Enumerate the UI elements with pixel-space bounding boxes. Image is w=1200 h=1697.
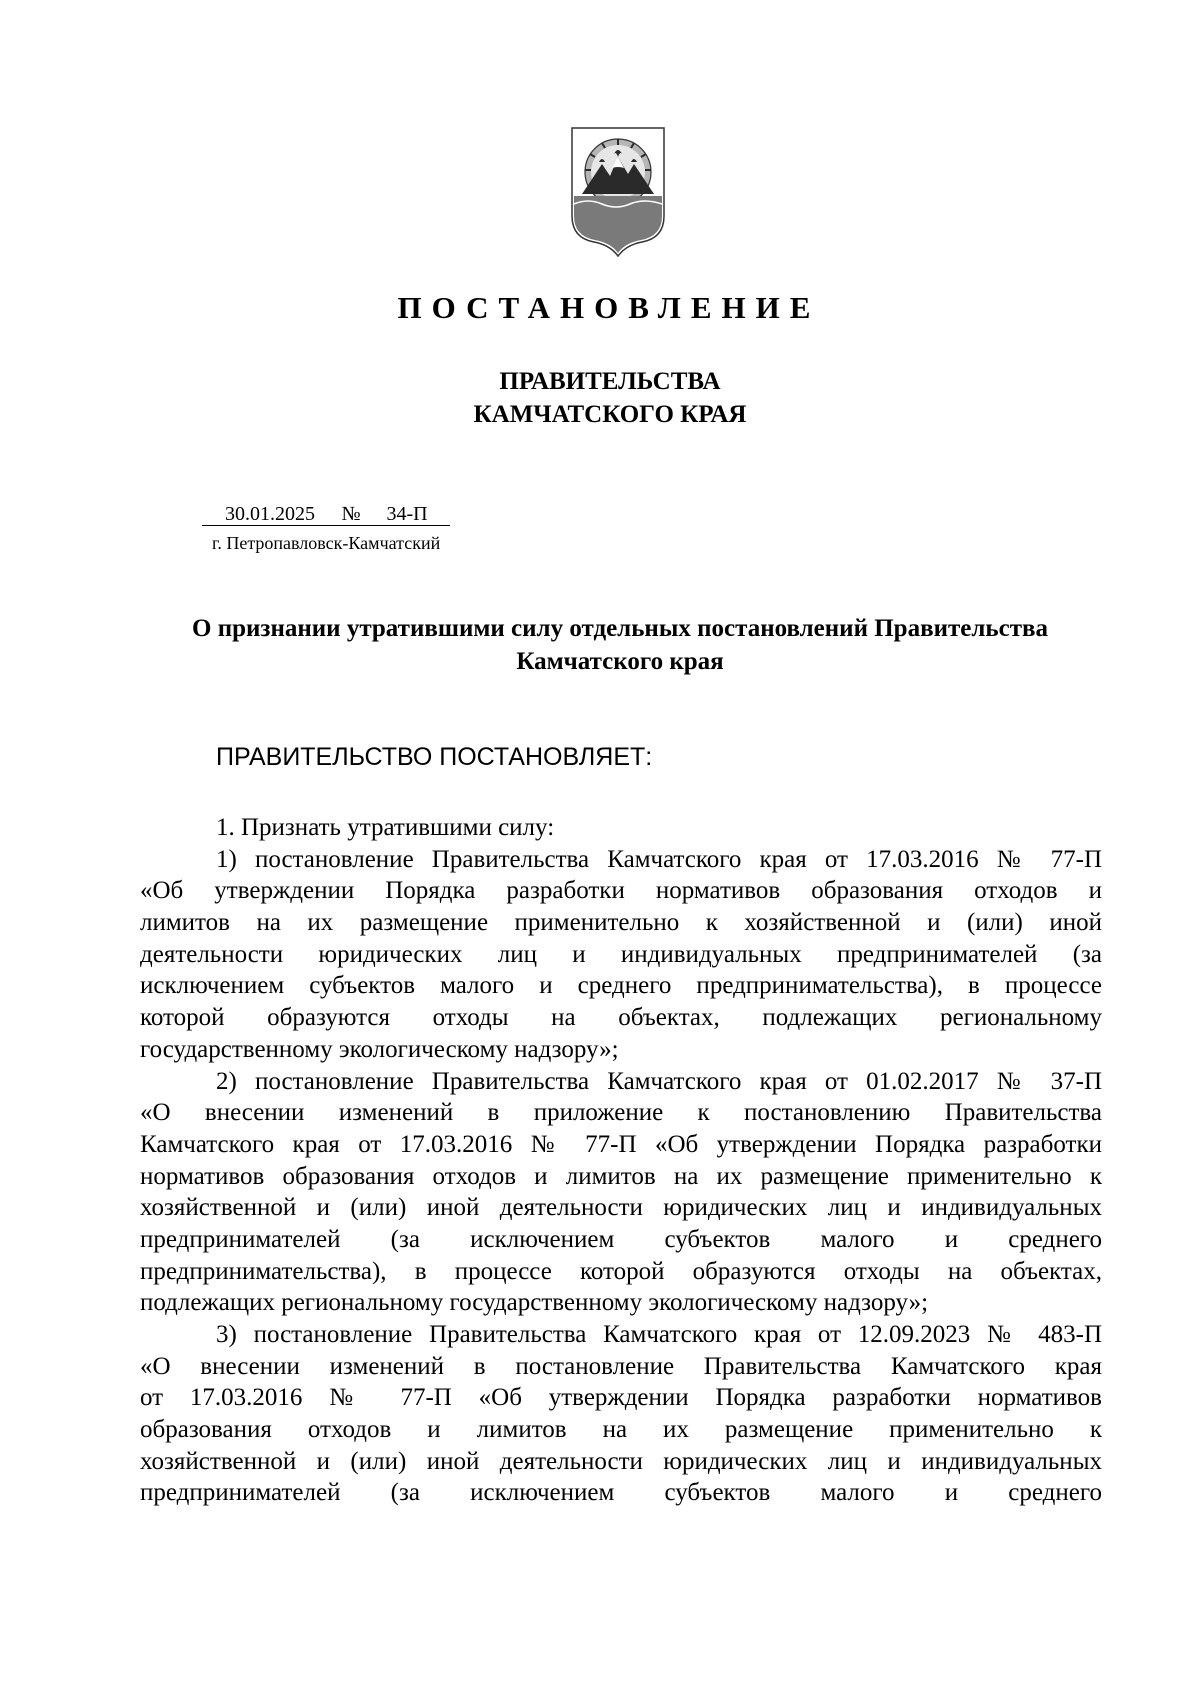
- title-line-1: О признании утратившими силу отдельных постановлений Правительства: [192, 615, 1048, 642]
- document-date: 30.01.2025: [202, 503, 338, 526]
- body-line: которой образуются отходы на объектах, подлежащих региональному: [140, 1004, 1102, 1032]
- body-line: хозяйственной и (или) иной деятельности юридических лиц и индивидуальных: [140, 1194, 1102, 1222]
- body-line: исключением субъектов малого и среднего предпринимательства), в процессе: [140, 972, 1102, 1000]
- number-sign: №: [338, 503, 364, 526]
- document-body: [140, 812, 1102, 1509]
- document-title: [140, 612, 1100, 678]
- issuer-line-2: КАМЧАТСКОГО КРАЯ: [473, 401, 747, 428]
- document-number: 34-П: [364, 503, 450, 526]
- body-line: хозяйственной и (или) иной деятельности юридических лиц и индивидуальных: [140, 1447, 1102, 1475]
- issuer-heading: [0, 365, 1200, 431]
- body-line: «Об утверждении Порядка разработки нормативов образования отходов и: [140, 877, 1102, 905]
- body-line: 3) постановление Правительства Камчатского края от 12.09.2023 № 483-П: [216, 1321, 1102, 1348]
- body-line: «О внесении изменений в приложение к постановлению Правительства: [140, 1099, 1102, 1127]
- decree-phrase: ПРАВИТЕЛЬСТВО ПОСТАНОВЛЯЕТ:: [216, 743, 653, 771]
- body-line: государственному экологическому надзору»;: [140, 1035, 619, 1063]
- title-line-2: Камчатского края: [516, 648, 724, 675]
- body-line: Камчатского края от 17.03.2016 № 77-П «Об утверждении Порядка разработки: [140, 1130, 1102, 1158]
- body-line: предпринимателей (за исключением субъектов малого и среднего: [140, 1225, 1102, 1253]
- city-name: г. Петропавловск-Камчатский: [212, 533, 441, 553]
- registration-line: [202, 503, 450, 526]
- body-line: предпринимателей (за исключением субъектов малого и среднего: [140, 1479, 1102, 1507]
- body-line: предпринимательства), в процессе которой образуются отходы на объектах,: [140, 1257, 1102, 1285]
- document-type-heading: ПОСТАНОВЛЕНИЕ: [397, 290, 821, 325]
- body-line: 1) постановление Правительства Камчатского края от 17.03.2016 № 77-П: [216, 845, 1102, 873]
- issuer-line-1: ПРАВИТЕЛЬСТВА: [499, 368, 721, 395]
- body-line: «О внесении изменений в постановление Правительства Камчатского края: [140, 1352, 1102, 1380]
- body-line: от 17.03.2016 № 77-П «Об утверждении Порядка разработки нормативов: [140, 1384, 1102, 1412]
- body-line: образования отходов и лимитов на их размещение применительно к: [140, 1416, 1102, 1444]
- body-line: подлежащих региональному государственному экологическому надзору»;: [140, 1289, 929, 1317]
- kamchatka-coat-of-arms-icon: [568, 124, 668, 260]
- body-line: 2) постановление Правительства Камчатского края от 01.02.2017 № 37-П: [216, 1067, 1102, 1095]
- body-line: нормативов образования отходов и лимитов на их размещение применительно к: [140, 1162, 1102, 1190]
- body-line: лимитов на их размещение применительно к хозяйственной и (или) иной: [140, 909, 1102, 937]
- body-line: деятельности юридических лиц и индивидуальных предпринимателей (за: [140, 940, 1102, 968]
- body-line: 1. Признать утратившими силу:: [216, 814, 555, 841]
